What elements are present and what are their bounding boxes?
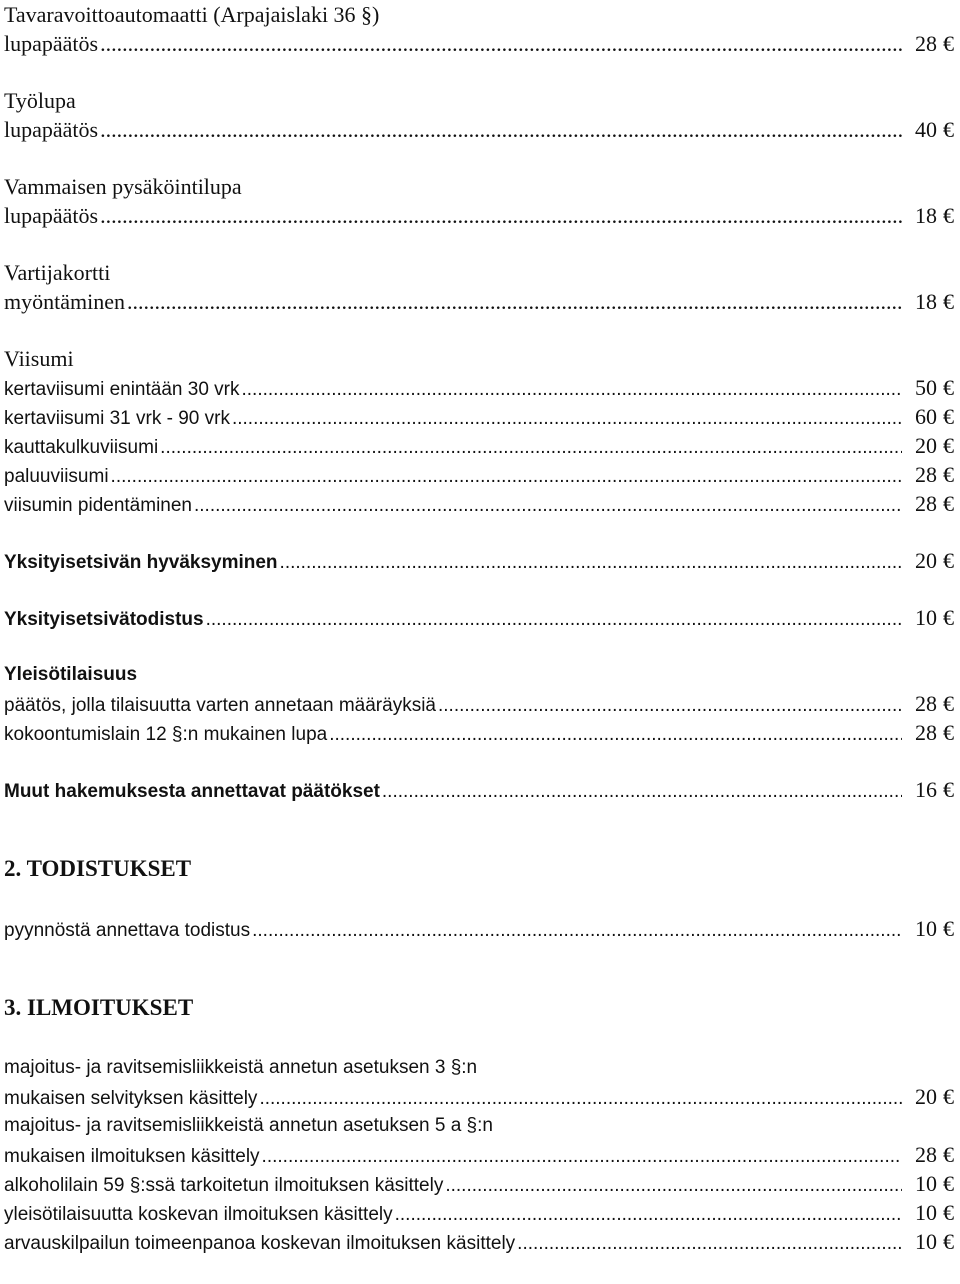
fee-price: 50 € [915,375,954,400]
euro-icon: € [943,433,954,458]
dot-leader [329,720,902,749]
group-title: Vammaisen pysäköintilupa [4,174,242,199]
euro-icon: € [943,203,954,228]
fee-label: päätös, jolla tilaisuutta varten annetaan määräyksiä [4,695,436,716]
fee-row [4,460,954,489]
dot-leader [517,1229,902,1258]
euro-icon: € [943,1142,954,1167]
fee-row [4,287,954,316]
fee-label: kauttakulkuviisumi [4,437,159,458]
fee-label: mukaisen selvityksen käsittely [4,1088,258,1109]
fee-row [4,29,954,58]
fee-label: lupapäätös [4,117,99,142]
fee-row [4,775,954,804]
fee-price: 10 € [915,1229,954,1254]
fee-row [4,1082,954,1111]
fee-label-line: majoitus- ja ravitsemisliikkeistä annetun asetuksen 5 a §:n [4,1115,493,1136]
fee-label: paluuviisumi [4,466,109,487]
fee-label: alkoholilain 59 §:ssä tarkoitetun ilmoituksen käsittely [4,1175,444,1196]
fee-label: yleisötilaisuutta koskevan ilmoituksen käsittely [4,1204,393,1225]
dot-leader [111,462,902,491]
fee-row [4,689,954,718]
fee-row [4,1140,954,1169]
dot-leader [232,404,902,433]
section-heading: 3. ILMOITUKSET [4,995,194,1020]
fee-price: 10 € [915,1171,954,1196]
fee-price: 40 € [915,117,954,142]
fee-price: 28 € [915,31,954,56]
dot-leader [100,115,902,144]
euro-icon: € [943,117,954,142]
group-title: Työlupa [4,88,76,113]
euro-icon: € [943,491,954,516]
euro-icon: € [943,375,954,400]
dot-leader [252,916,902,945]
group-title: Viisumi [4,346,74,371]
euro-icon: € [943,691,954,716]
fee-price: 18 € [915,203,954,228]
dot-leader [445,1171,902,1200]
euro-icon: € [943,548,954,573]
fee-label: kokoontumislain 12 §:n mukainen lupa [4,724,328,745]
fee-price: 20 € [915,548,954,573]
fee-label: pyynnöstä annettava todistus [4,920,251,941]
fee-price: 28 € [915,1142,954,1167]
fee-price: 20 € [915,433,954,458]
dot-leader [100,29,902,58]
dot-leader [382,777,902,806]
fee-label: kertaviisumi 31 vrk - 90 vrk [4,408,230,429]
euro-icon: € [943,31,954,56]
fee-label: Yksityisetsivän hyväksyminen [4,552,278,573]
fee-label: Muut hakemuksesta annettavat päätökset [4,781,380,802]
fee-price: 28 € [915,720,954,745]
group-title: Vartijakortti [4,260,111,285]
euro-icon: € [943,777,954,802]
fee-row [4,201,954,230]
fee-label: Yksityisetsivätodistus [4,609,204,630]
dot-leader [438,691,902,720]
fee-price: 18 € [915,289,954,314]
fee-row [4,546,954,575]
fee-row [4,718,954,747]
euro-icon: € [943,1229,954,1254]
fee-label: mukaisen ilmoituksen käsittely [4,1146,260,1167]
dot-leader [100,201,902,230]
dot-leader [194,491,902,520]
euro-icon: € [943,404,954,429]
fee-label: lupapäätös [4,203,99,228]
dot-leader [280,548,902,577]
euro-icon: € [943,1084,954,1109]
fee-price: 60 € [915,404,954,429]
euro-icon: € [943,289,954,314]
dot-leader [160,433,902,462]
euro-icon: € [943,720,954,745]
euro-icon: € [943,916,954,941]
euro-icon: € [943,605,954,630]
group-title: Tavaravoittoautomaatti (Arpajaislaki 36 §) [4,2,380,27]
fee-label: viisumin pidentäminen [4,495,192,516]
fee-row [4,402,954,431]
fee-price: 28 € [915,462,954,487]
fee-row [4,1198,954,1227]
fee-price: 10 € [915,605,954,630]
fee-row [4,603,954,632]
fee-row [4,1227,954,1256]
fee-row [4,373,954,402]
section-heading: 2. TODISTUKSET [4,856,192,881]
fee-row [4,115,954,144]
fee-price: 20 € [915,1084,954,1109]
euro-icon: € [943,1200,954,1225]
fee-row [4,431,954,460]
dot-leader [262,1142,902,1171]
fee-price: 10 € [915,1200,954,1225]
fee-row [4,1169,954,1198]
dot-leader [242,375,903,404]
fee-price: 28 € [915,491,954,516]
fee-price: 16 € [915,777,954,802]
fee-label: myöntäminen [4,289,125,314]
dot-leader [395,1200,902,1229]
dot-leader [259,1084,902,1113]
fee-label: kertaviisumi enintään 30 vrk [4,379,240,400]
fee-price: 28 € [915,691,954,716]
dot-leader [127,287,902,316]
fee-schedule-page [4,0,954,1256]
group-title: Yleisötilaisuus [4,664,138,685]
dot-leader [206,605,902,634]
fee-price: 10 € [915,916,954,941]
fee-row [4,489,954,518]
fee-label: lupapäätös [4,31,99,56]
fee-row [4,914,954,943]
fee-label: arvauskilpailun toimeenpanoa koskevan ilmoituksen käsittely [4,1233,516,1254]
euro-icon: € [943,462,954,487]
fee-label-line: majoitus- ja ravitsemisliikkeistä annetun asetuksen 3 §:n [4,1057,478,1078]
euro-icon: € [943,1171,954,1196]
